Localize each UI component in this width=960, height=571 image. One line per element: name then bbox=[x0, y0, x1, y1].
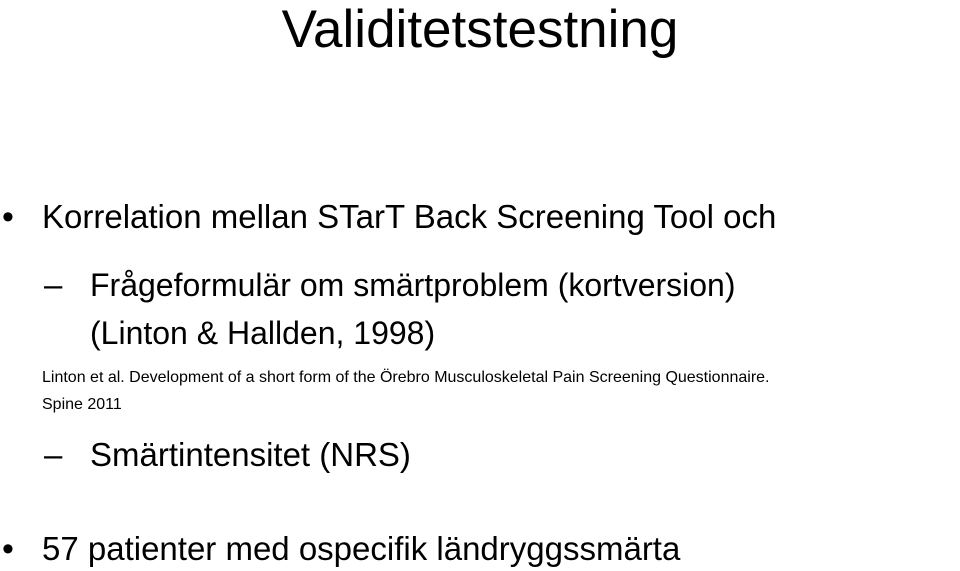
dash-icon: – bbox=[44, 266, 63, 303]
sub-bullet-pain-intensity: Smärtintensitet (NRS) bbox=[90, 436, 411, 473]
sub-bullet-questionnaire-citation: (Linton & Hallden, 1998) bbox=[90, 315, 436, 351]
bullet-icon: • bbox=[2, 198, 14, 236]
bullet-icon: • bbox=[2, 530, 14, 568]
bullet-patients: 57 patienter med ospecifik ländryggssmärta bbox=[42, 530, 681, 567]
sub-bullet-questionnaire: Frågeformulär om smärtproblem (kortversion) bbox=[90, 267, 736, 303]
dash-icon: – bbox=[44, 436, 63, 473]
reference-text: Linton et al. Development of a short form of the Örebro Musculoskeletal Pain Screening Questionnaire. bbox=[42, 369, 770, 386]
slide-title: Validitetstestning bbox=[281, 0, 679, 59]
reference-text-journal: Spine 2011 bbox=[42, 396, 122, 413]
bullet-correlation: Korrelation mellan STarT Back Screening Tool och bbox=[42, 198, 777, 235]
